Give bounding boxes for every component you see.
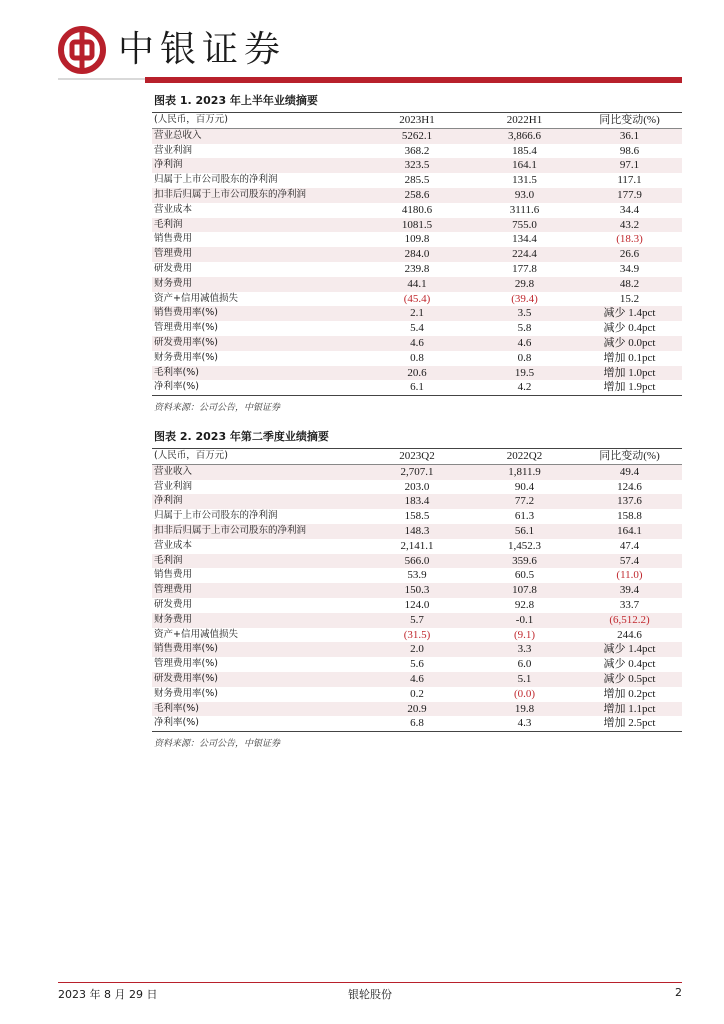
- page-header: [58, 26, 688, 76]
- row-value: 20.9: [362, 702, 472, 717]
- table-row: [152, 613, 682, 628]
- row-value: 755.0: [472, 218, 577, 233]
- row-value: (31.5): [403, 628, 431, 641]
- table2-header-2022q2: 2022Q2: [472, 449, 577, 464]
- table-row: [152, 494, 682, 509]
- row-value: 36.1: [577, 128, 682, 143]
- table-row: [152, 203, 682, 218]
- table2-section: [152, 424, 682, 749]
- row-value: 61.3: [514, 510, 535, 523]
- table2-source: 资料来源：公司公告，中银证券: [154, 739, 281, 750]
- row-value: 48.2: [577, 277, 682, 292]
- row-label: 营业利润: [154, 480, 193, 492]
- row-value: 185.4: [512, 144, 537, 157]
- row-value: 3,866.6: [472, 128, 577, 143]
- row-value: 29.8: [472, 277, 577, 292]
- bank-of-china-logo-icon: [58, 26, 106, 74]
- row-label: 归属于上市公司股东的净利润: [154, 174, 278, 186]
- row-value: 285.5: [404, 174, 430, 187]
- row-value: 44.1: [362, 277, 472, 292]
- table-row: [152, 598, 682, 613]
- row-value: (0.0): [513, 687, 536, 700]
- row-value: 2.0: [362, 642, 472, 657]
- table1-header-unit: (人民币，百万元): [152, 113, 362, 128]
- table-row: [152, 366, 682, 381]
- table2: [152, 449, 682, 732]
- table-row: [152, 173, 682, 188]
- row-label: 研发费用率(%): [152, 672, 362, 687]
- row-value: 164.1: [472, 158, 577, 173]
- table2-header-yoy: 同比变动(%): [577, 449, 682, 464]
- row-value: 98.6: [619, 144, 640, 157]
- row-label: 资产+信用减值损失: [154, 628, 238, 640]
- table-row: [152, 232, 682, 247]
- row-label: 研发费用率(%): [152, 336, 362, 351]
- row-value: 3.3: [472, 642, 577, 657]
- row-value: 134.4: [512, 233, 537, 246]
- row-label: 研发费用: [154, 598, 193, 610]
- table-row: [152, 568, 682, 583]
- row-value: 158.8: [617, 510, 642, 523]
- row-value: 57.4: [577, 554, 682, 569]
- row-value: 3111.6: [509, 203, 540, 216]
- row-value: 增加 1.9pct: [577, 380, 682, 395]
- row-label: 归属于上市公司股东的净利润: [154, 510, 278, 522]
- row-value: 减少 0.4pct: [603, 322, 656, 335]
- row-value: 0.8: [410, 351, 424, 364]
- row-value: 177.9: [577, 188, 682, 203]
- row-value: 4.6: [362, 672, 472, 687]
- row-value: 158.5: [404, 510, 430, 523]
- page-footer: [58, 986, 682, 1002]
- row-label: 毛利润: [152, 554, 362, 569]
- row-value: 4.3: [472, 716, 577, 731]
- table-row: [152, 380, 682, 395]
- row-value: 0.8: [517, 351, 532, 364]
- row-label: 财务费用率(%): [154, 351, 218, 363]
- row-label: 管理费用率(%): [154, 322, 218, 334]
- row-label: 营业收入: [152, 464, 362, 479]
- table2-body: [152, 449, 682, 732]
- table1-header-yoy: 同比变动(%): [577, 113, 682, 128]
- row-value: 90.4: [514, 480, 535, 493]
- table1-section: [152, 88, 682, 413]
- row-label: 净利润: [152, 158, 362, 173]
- table1-header-2022h1: 2022H1: [472, 113, 577, 128]
- row-value: 34.4: [619, 203, 640, 216]
- row-label: 营业总收入: [152, 128, 362, 143]
- row-value: 124.0: [404, 598, 430, 611]
- row-value: (39.4): [511, 292, 538, 305]
- table-row: [152, 277, 682, 292]
- row-value: 2,141.1: [400, 539, 434, 552]
- row-value: 1,452.3: [508, 539, 541, 552]
- row-label: 研发费用: [154, 262, 193, 274]
- row-label: 销售费用率(%): [152, 642, 362, 657]
- row-value: 39.4: [577, 583, 682, 598]
- row-value: 368.2: [404, 144, 430, 157]
- row-value: -0.1: [472, 613, 577, 628]
- row-value: 5.1: [472, 672, 577, 687]
- row-value: 131.5: [512, 174, 537, 187]
- row-value: 15.2: [619, 292, 640, 305]
- row-value: 224.4: [472, 247, 577, 262]
- table-row: [152, 657, 682, 672]
- row-value: 56.1: [472, 524, 577, 539]
- row-value: 增加 1.0pct: [577, 366, 682, 381]
- row-value: (11.0): [616, 569, 643, 582]
- row-value: 20.6: [362, 366, 472, 381]
- table2-header-2023q2: 2023Q2: [362, 449, 472, 464]
- row-value: 减少 1.4pct: [577, 642, 682, 657]
- row-label: 净利率(%): [152, 380, 362, 395]
- row-value: 49.4: [577, 464, 682, 479]
- row-label: 毛利率(%): [152, 702, 362, 717]
- table-row: [152, 351, 682, 366]
- row-value: (6,512.2): [577, 613, 682, 628]
- row-label: 销售费用率(%): [152, 306, 362, 321]
- row-value: 117.1: [617, 174, 642, 187]
- row-value: 92.8: [514, 598, 535, 611]
- table-row: [152, 583, 682, 598]
- row-value: 359.6: [472, 554, 577, 569]
- table-row: [152, 702, 682, 717]
- page-number: 2: [675, 986, 682, 999]
- row-value: 60.5: [514, 569, 535, 582]
- row-value: 5.8: [517, 322, 532, 335]
- table2-header-unit: (人民币，百万元): [152, 449, 362, 464]
- row-value: (18.3): [616, 233, 643, 246]
- row-value: 183.4: [362, 494, 472, 509]
- row-value: 4180.6: [401, 203, 433, 216]
- footer-company: 银轮股份: [348, 988, 392, 1001]
- table-row: [152, 464, 682, 479]
- row-value: 6.0: [517, 658, 532, 671]
- row-value: 177.8: [512, 262, 537, 275]
- table-row: [152, 262, 682, 277]
- row-value: 1,811.9: [472, 464, 577, 479]
- row-label: 管理费用率(%): [154, 658, 218, 670]
- row-value: 5.4: [410, 322, 424, 335]
- row-value: 77.2: [472, 494, 577, 509]
- row-value: 26.6: [577, 247, 682, 262]
- row-label: 管理费用: [152, 583, 362, 598]
- row-value: 284.0: [362, 247, 472, 262]
- row-value: 5262.1: [362, 128, 472, 143]
- table-row: [152, 128, 682, 143]
- table-row: [152, 158, 682, 173]
- table1-header-2023h1: 2023H1: [362, 113, 472, 128]
- row-value: 53.9: [407, 569, 427, 582]
- table1-source: 资料来源：公司公告，中银证券: [154, 403, 281, 414]
- row-value: 3.5: [472, 306, 577, 321]
- table-row: [152, 554, 682, 569]
- row-value: 增加 0.2pct: [603, 687, 656, 700]
- row-value: 566.0: [362, 554, 472, 569]
- row-value: 109.8: [404, 233, 430, 246]
- table-row: [152, 524, 682, 539]
- row-label: 毛利润: [152, 218, 362, 233]
- row-value: 增加 2.5pct: [577, 716, 682, 731]
- table-row: [152, 321, 682, 336]
- table-row: [152, 672, 682, 687]
- table-row: [152, 539, 682, 554]
- row-label: 毛利率(%): [152, 366, 362, 381]
- table1-body: [152, 113, 682, 396]
- row-value: 258.6: [362, 188, 472, 203]
- row-label: 财务费用率(%): [154, 687, 218, 699]
- brand-name: 中银证券: [118, 29, 287, 70]
- row-label: 销售费用: [154, 233, 193, 245]
- row-label: 资产+信用减值损失: [154, 292, 238, 304]
- table-row: [152, 306, 682, 321]
- table1: [152, 113, 682, 396]
- row-value: 244.6: [617, 628, 642, 641]
- row-value: 43.2: [577, 218, 682, 233]
- row-value: 减少 0.0pct: [577, 336, 682, 351]
- row-value: 6.8: [362, 716, 472, 731]
- row-value: 19.5: [472, 366, 577, 381]
- header-red-bar: [145, 77, 682, 83]
- row-value: 5.7: [362, 613, 472, 628]
- row-value: 增加 1.1pct: [577, 702, 682, 717]
- row-label: 财务费用: [152, 277, 362, 292]
- row-value: 减少 0.5pct: [577, 672, 682, 687]
- row-label: 销售费用: [154, 569, 193, 581]
- row-value: 137.6: [577, 494, 682, 509]
- row-value: 4.6: [362, 336, 472, 351]
- table-row: [152, 716, 682, 731]
- row-label: 管理费用: [152, 247, 362, 262]
- row-value: (45.4): [403, 292, 431, 305]
- table-row: [152, 480, 682, 495]
- row-value: 6.1: [362, 380, 472, 395]
- footer-date: 2023 年 8 月 29 日: [58, 988, 158, 1001]
- row-value: 150.3: [362, 583, 472, 598]
- table1-header-row: [152, 113, 682, 128]
- table1-title: 图表 1. 2023 年上半年业绩摘要: [152, 88, 682, 113]
- table-row: [152, 687, 682, 702]
- row-value: 124.6: [617, 480, 642, 493]
- row-label: 营业成本: [154, 203, 193, 215]
- row-value: 19.8: [472, 702, 577, 717]
- row-value: 323.5: [362, 158, 472, 173]
- row-value: 2,707.1: [362, 464, 472, 479]
- table2-title: 图表 2. 2023 年第二季度业绩摘要: [152, 424, 682, 449]
- table-row: [152, 628, 682, 643]
- table2-header-row: [152, 449, 682, 464]
- table-row: [152, 642, 682, 657]
- table-row: [152, 292, 682, 307]
- footer-divider: [58, 982, 682, 983]
- row-value: 97.1: [577, 158, 682, 173]
- row-label: 营业成本: [154, 539, 193, 551]
- row-value: 减少 0.4pct: [603, 658, 656, 671]
- table-row: [152, 247, 682, 262]
- row-value: 203.0: [404, 480, 430, 493]
- table-row: [152, 509, 682, 524]
- row-value: 34.9: [619, 262, 640, 275]
- row-label: 扣非后归属于上市公司股东的净利润: [152, 188, 362, 203]
- row-label: 净利润: [152, 494, 362, 509]
- row-value: 93.0: [472, 188, 577, 203]
- row-value: 107.8: [472, 583, 577, 598]
- row-value: 47.4: [619, 539, 640, 552]
- row-value: 33.7: [619, 598, 640, 611]
- row-label: 净利率(%): [152, 716, 362, 731]
- row-value: 2.1: [362, 306, 472, 321]
- row-label: 营业利润: [154, 144, 193, 156]
- row-value: (9.1): [513, 628, 536, 641]
- row-value: 164.1: [577, 524, 682, 539]
- row-value: 增加 0.1pct: [603, 351, 656, 364]
- row-value: 减少 1.4pct: [577, 306, 682, 321]
- row-value: 148.3: [362, 524, 472, 539]
- row-label: 扣非后归属于上市公司股东的净利润: [152, 524, 362, 539]
- row-value: 239.8: [404, 262, 430, 275]
- table-row: [152, 144, 682, 159]
- row-value: 0.2: [410, 687, 424, 700]
- table-row: [152, 188, 682, 203]
- table-row: [152, 336, 682, 351]
- row-value: 5.6: [410, 658, 424, 671]
- row-value: 4.2: [472, 380, 577, 395]
- table-row: [152, 218, 682, 233]
- row-label: 财务费用: [152, 613, 362, 628]
- row-value: 1081.5: [362, 218, 472, 233]
- row-value: 4.6: [472, 336, 577, 351]
